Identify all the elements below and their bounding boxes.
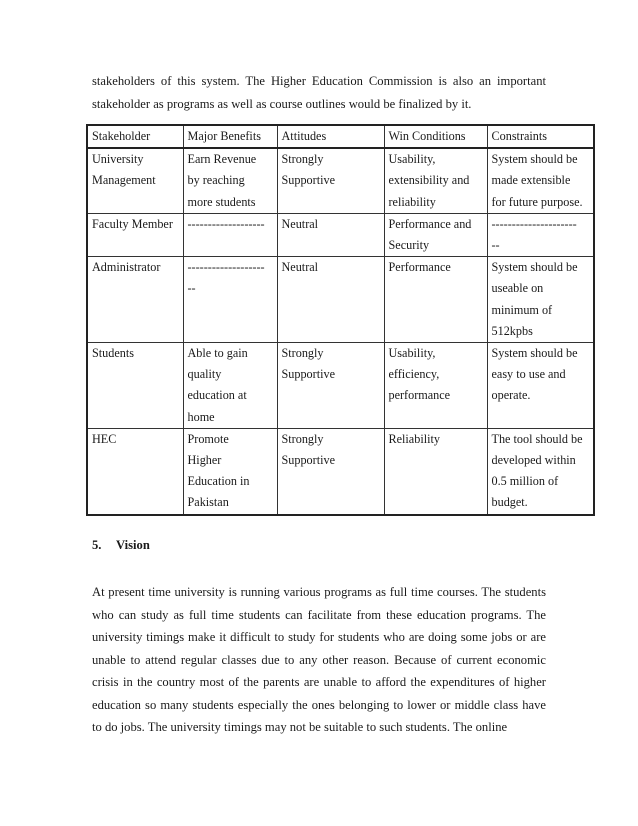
cell-major-benefits [183,343,277,429]
section-number: 5. [92,538,102,552]
cell-major-benefits [183,213,277,256]
section-title: Vision [116,538,150,552]
cell-text: 0.5 million of [491,474,559,489]
cell-major-benefits [183,257,277,343]
header-attitudes: Attitudes [277,125,384,148]
cell-text: reliability [388,194,436,209]
cell-text: easy to use and [491,367,566,382]
cell-text: Management [92,173,156,188]
cell-text: Strongly [281,431,324,446]
header-constraints: Constraints [487,125,594,148]
cell-text: extensibility and [388,173,470,188]
cell-stakeholder [87,343,183,429]
cell-attitudes [277,213,384,256]
header-stakeholder: Stakeholder [87,125,183,148]
vision-paragraph: At present time university is running various programs as full time courses. The students who can study as full time students can facilitate from these education programs. The university timings make it difficult to study for students who are doing some jobs or are unable to attend regular classes due to any other reason. Because of current economic crisis in the country most of the parents are unable to afford the expenditures of higher education so many students especially the ones belonging to lower or middle class have to do jobs. The university timings may not be suitable to such students. The online [92,585,546,734]
cell-constraints [487,257,594,343]
cell-attitudes [277,343,384,429]
cell-text: Usability, [388,346,436,361]
cell-text: Neutral [281,260,319,275]
table-row [87,343,594,429]
cell-text: quality [187,367,222,382]
cell-text: developed within [491,453,576,468]
cell-text: education at [187,388,247,403]
cell-text: Neutral [281,216,319,231]
cell-text: Able to gain [187,346,248,361]
cell-text: budget. [491,495,528,510]
cell-text: operate. [491,388,531,403]
section-heading [92,538,150,553]
cell-text: Performance and [388,216,472,231]
cell-text: efficiency, [388,367,440,382]
cell-text: Reliability [388,431,440,446]
table-row [87,257,594,343]
header-major-benefits: Major Benefits [183,125,277,148]
table-header-row [87,125,594,148]
cell-text: minimum of [491,302,553,317]
intro-paragraph: stakeholders of this system. The Higher Education Commission is also an important stakeholder as programs as well as course outlines would be finalized by it. [92,74,546,111]
cell-constraints [487,148,594,213]
cell-constraints [487,428,594,514]
cell-text: Strongly [281,152,324,167]
cell-text: 512kpbs [491,323,533,338]
cell-text: System should be [491,152,578,167]
cell-text: Security [388,238,430,253]
cell-text: Performance [388,260,451,275]
cell-text: Education in [187,474,250,489]
table-body [87,148,594,514]
cell-text: System should be [491,260,578,275]
cell-text: Higher [187,453,222,468]
stakeholder-table [86,124,595,516]
cell-text: home [187,409,215,424]
cell-win-conditions [384,257,487,343]
cell-text: Faculty Member [92,216,173,231]
cell-text: Supportive [281,173,335,188]
table-row [87,213,594,256]
cell-text: performance [388,388,451,403]
cell-major-benefits [183,148,277,213]
cell-attitudes [277,428,384,514]
cell-text: Usability, [388,152,436,167]
cell-constraints [487,213,594,256]
cell-stakeholder [87,148,183,213]
cell-text: --------------------- [491,216,577,231]
cell-attitudes [277,257,384,343]
cell-text: Earn Revenue [187,152,257,167]
cell-stakeholder [87,257,183,343]
cell-stakeholder [87,213,183,256]
header-win-conditions: Win Conditions [384,125,487,148]
cell-text: HEC [92,431,117,446]
cell-text: Promote [187,431,229,446]
cell-win-conditions [384,213,487,256]
cell-text: Pakistan [187,495,229,510]
cell-text: Administrator [92,260,161,275]
cell-text: Strongly [281,346,324,361]
cell-text: ------------------- [187,260,265,275]
cell-text: -- [187,281,196,296]
cell-text: for future purpose. [491,194,583,209]
cell-text: -- [491,238,500,253]
cell-win-conditions [384,343,487,429]
table-row [87,428,594,514]
cell-stakeholder [87,428,183,514]
table-row [87,148,594,213]
cell-text: University [92,152,144,167]
cell-text: by reaching [187,173,245,188]
cell-major-benefits [183,428,277,514]
cell-text: made extensible [491,173,571,188]
cell-text: Supportive [281,367,335,382]
cell-text: more students [187,194,256,209]
cell-win-conditions [384,428,487,514]
cell-text: Students [92,346,134,361]
cell-attitudes [277,148,384,213]
cell-text: Supportive [281,453,335,468]
cell-text: System should be [491,346,578,361]
cell-win-conditions [384,148,487,213]
cell-text: useable on [491,281,544,296]
cell-constraints [487,343,594,429]
cell-text: ------------------- [187,216,265,231]
cell-text: The tool should be [491,431,583,446]
